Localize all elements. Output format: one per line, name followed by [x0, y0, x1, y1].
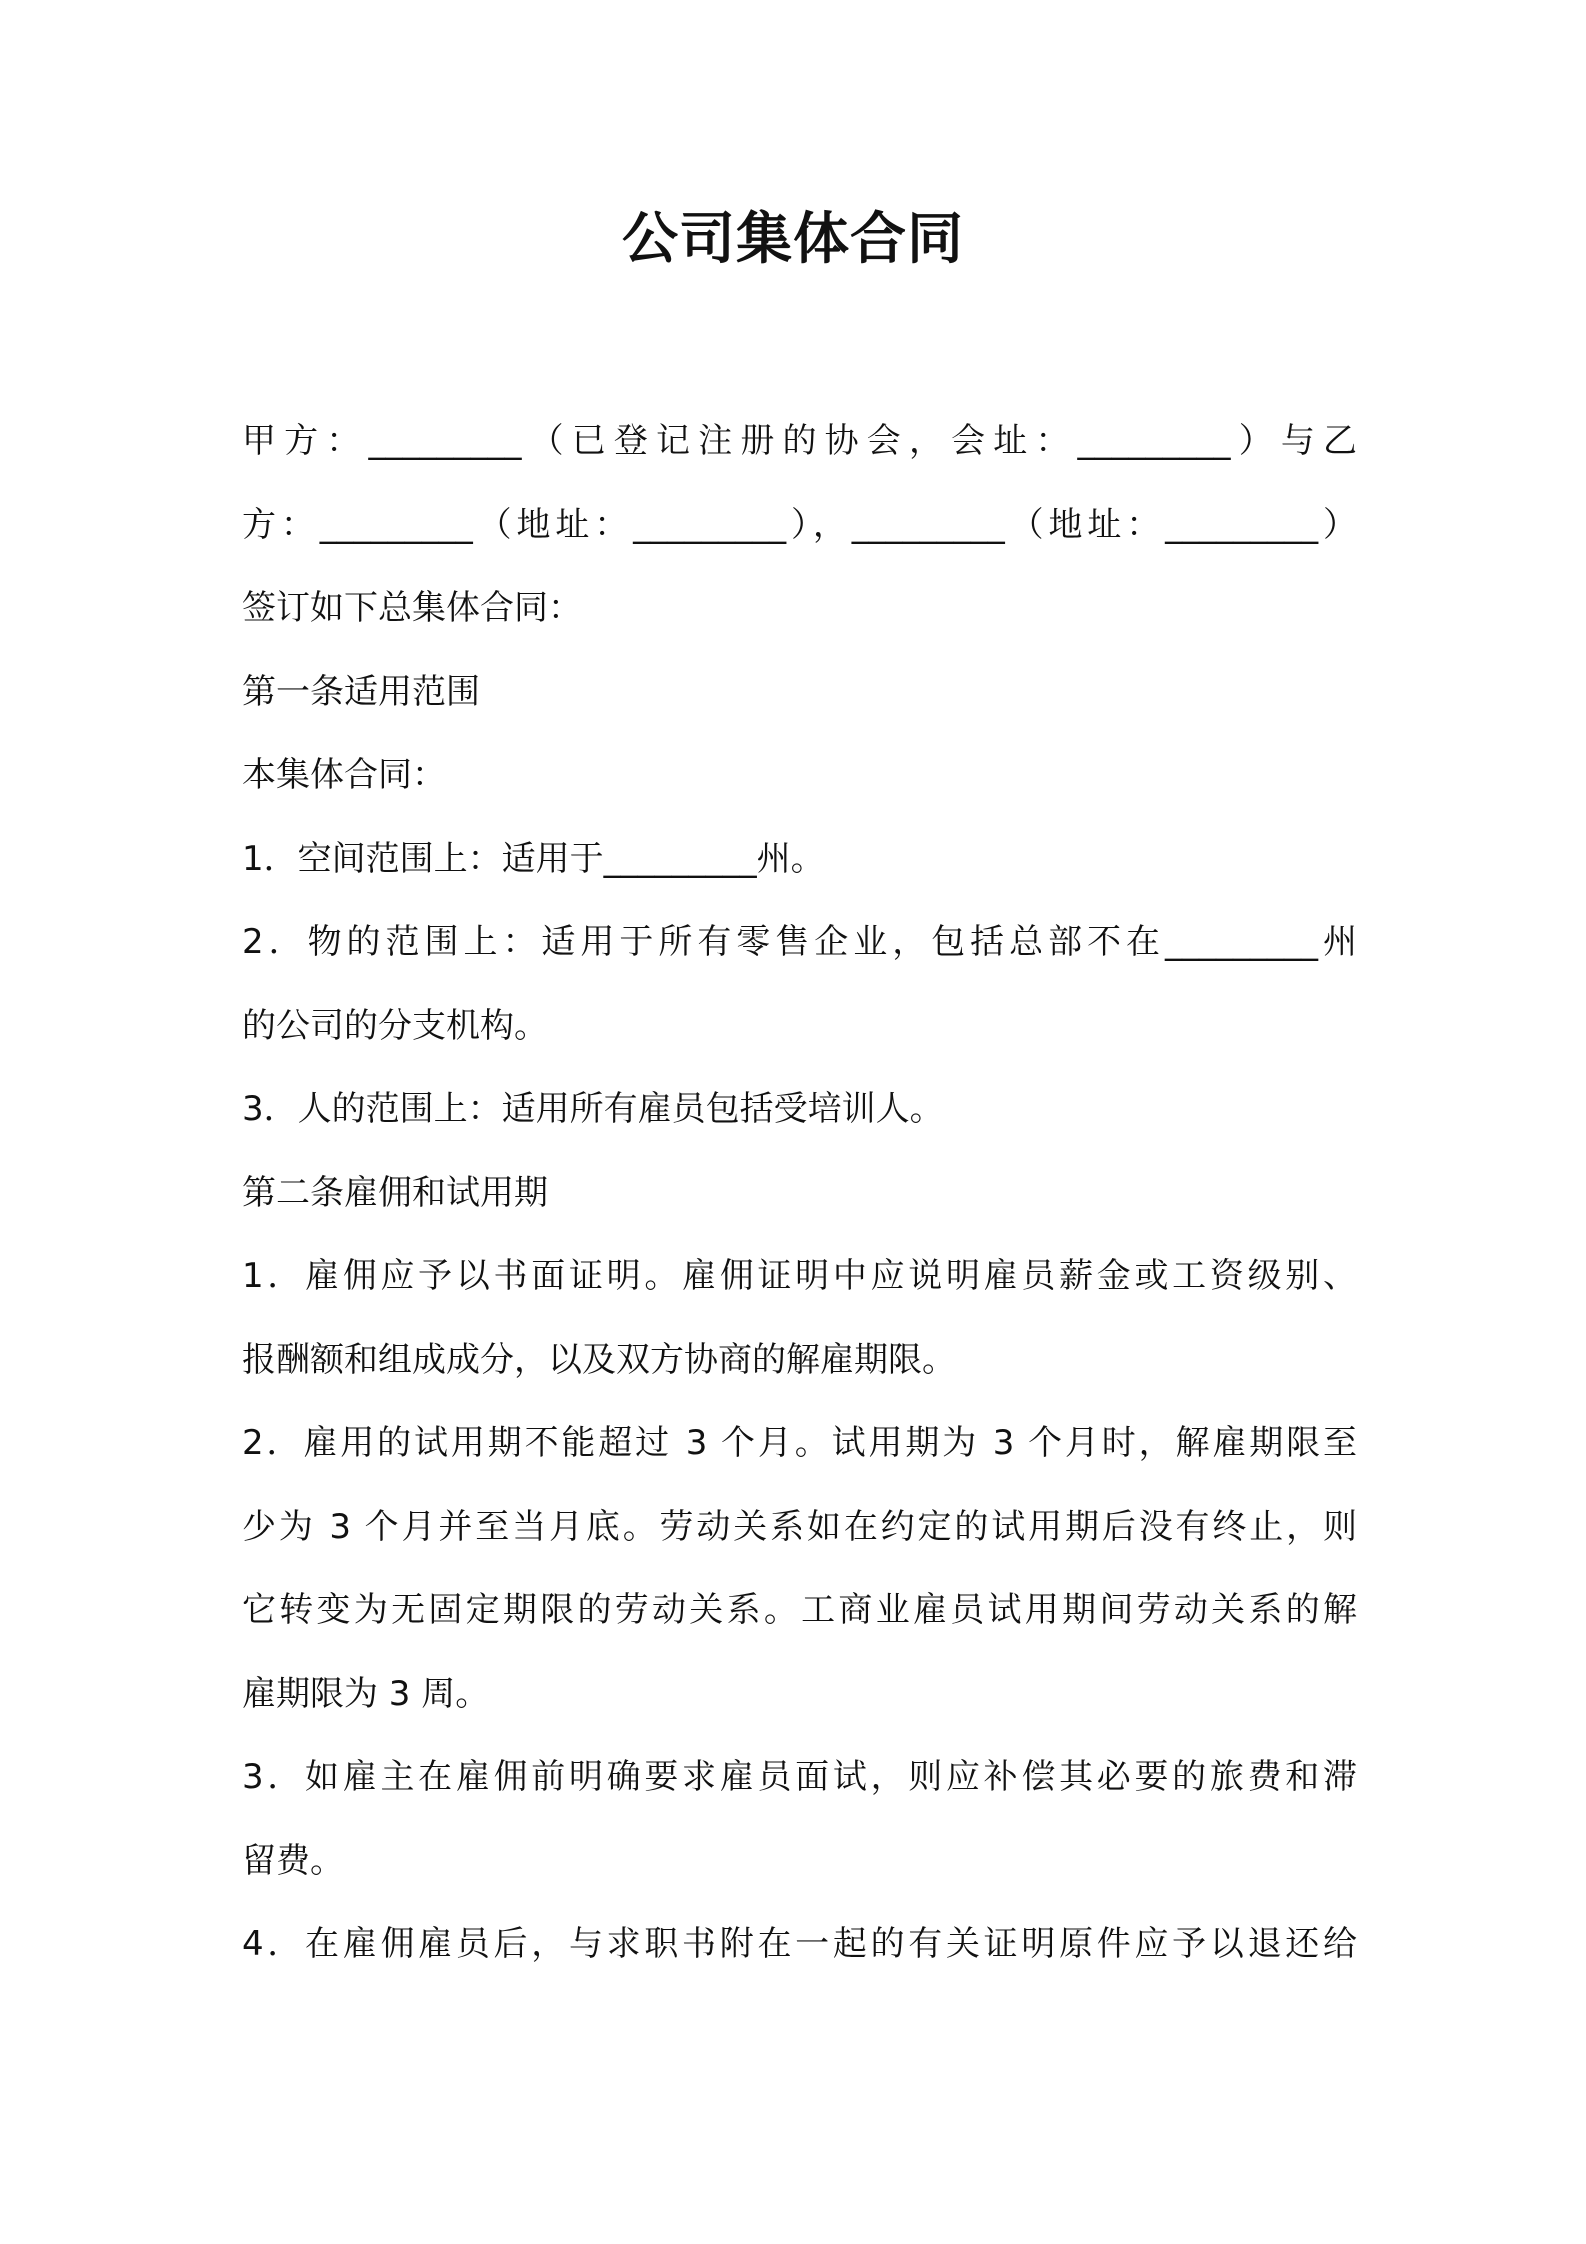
body-line: 报酬额和组成成分，以及双方协商的解雇期限。 — [242, 1339, 956, 1380]
body-line: 2．物的范围上：适用于所有零售企业，包括总部不在_________州 — [242, 922, 1357, 962]
body-line: 它转变为无固定期限的劳动关系。工商业雇员试用期间劳动关系的解 — [242, 1590, 1357, 1630]
body-line: 本集体合同： — [242, 755, 446, 795]
body-line: 1．空间范围上：适用于_________州。 — [242, 838, 825, 879]
body-line: 甲方：_________（已登记注册的协会，会址：_________）与乙 — [242, 421, 1357, 461]
body-line: 方：_________（地址：_________），_________（地址：_________） — [242, 504, 1357, 545]
body-line: 签订如下总集体合同： — [242, 588, 582, 628]
body-line: 雇期限为 3 周。 — [242, 1673, 490, 1714]
body-line: 3．人的范围上：适用所有雇员包括受培训人。 — [242, 1089, 944, 1129]
body-line: 少为 3 个月并至当月底。劳动关系如在约定的试用期后没有终止，则 — [242, 1506, 1357, 1547]
section-heading: 第一条适用范围 — [242, 671, 480, 712]
section-heading: 第二条雇佣和试用期 — [242, 1172, 548, 1213]
body-line: 3．如雇主在雇佣前明确要求雇员面试，则应补偿其必要的旅费和滞 — [242, 1757, 1357, 1797]
document-title: 公司集体合同 — [622, 207, 964, 272]
body-line: 4．在雇佣雇员后，与求职书附在一起的有关证明原件应予以退还给 — [242, 1924, 1357, 1964]
body-line: 2．雇用的试用期不能超过 3 个月。试用期为 3 个月时，解雇期限至 — [242, 1423, 1357, 1463]
document-body — [242, 400, 1357, 1987]
body-line: 的公司的分支机构。 — [242, 1005, 548, 1046]
body-line: 1．雇佣应予以书面证明。雇佣证明中应说明雇员薪金或工资级别、 — [242, 1256, 1357, 1296]
body-line: 留费。 — [242, 1840, 344, 1881]
